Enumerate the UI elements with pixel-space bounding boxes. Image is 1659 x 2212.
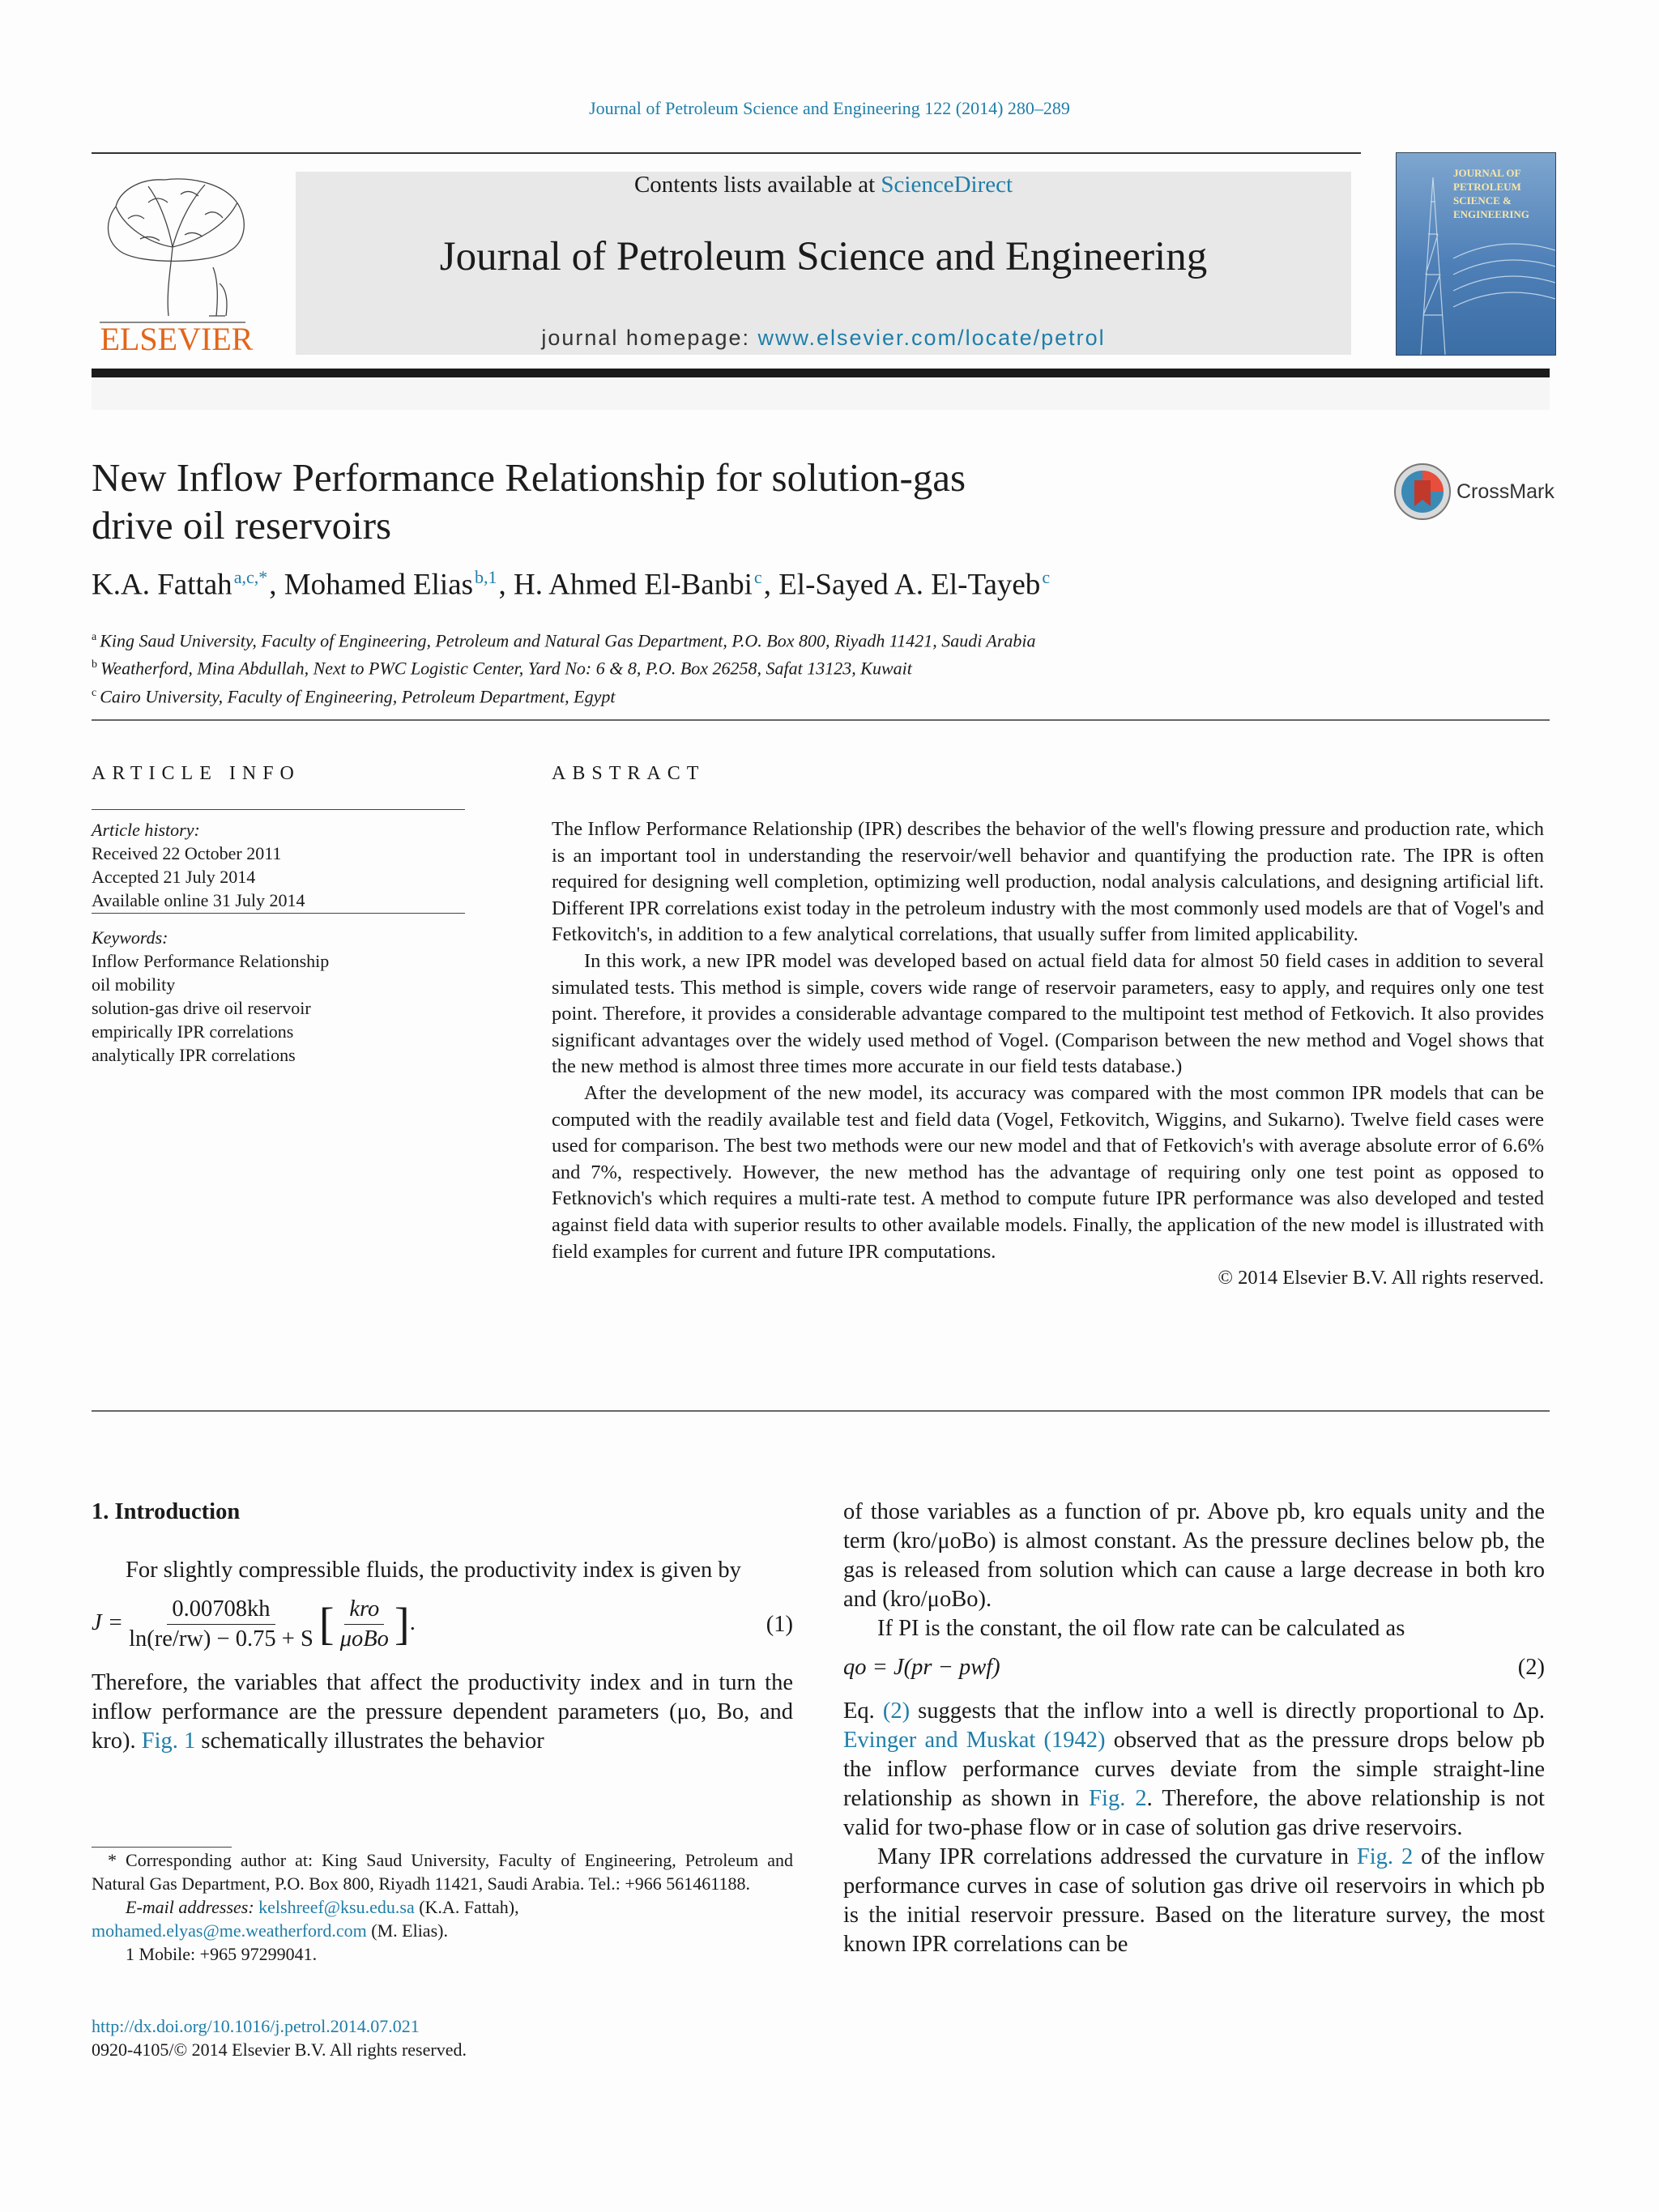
author-name: Mohamed Elias xyxy=(284,568,473,602)
equation-2: qo = J(pr − pwf) (2) xyxy=(843,1653,1545,1682)
abstract-body xyxy=(552,816,1544,1292)
body-paragraph: Eq. (2) suggests that the inflow into a well is directly proportional to Δp. Evinger and Muskat (1942) observed that as the pressure drops below pb the inflow performance curves deviate from the simple straight-line relationship as shown in Fig. 2. Therefore, the above relationship is not valid for two-phase flow or in case of solution gas drive reservoirs. xyxy=(843,1698,1545,1840)
equation-number: (2) xyxy=(1517,1655,1545,1680)
accepted-date: Accepted 21 July 2014 xyxy=(92,867,256,887)
footnote-rule xyxy=(92,1847,232,1848)
keyword-item: analytically IPR correlations xyxy=(92,1045,296,1065)
author-name: H. Ahmed El-Banbi xyxy=(513,568,753,602)
author-separator: , xyxy=(269,568,284,602)
elsevier-logo xyxy=(92,170,262,356)
equation-number: (1) xyxy=(766,1611,793,1637)
header-rule xyxy=(92,152,1361,154)
author-separator: , xyxy=(763,568,779,602)
crossmark-button[interactable] xyxy=(1392,461,1555,526)
cover-title: JOURNAL OF PETROLEUM SCIENCE & ENGINEERING xyxy=(1453,167,1529,220)
abstract-heading: ABSTRACT xyxy=(552,763,706,784)
doi-block xyxy=(92,2014,467,2061)
section-heading: 1. Introduction xyxy=(92,1499,241,1524)
equation-fraction: $\frac{0.00708kh}{\ln(re/rw) - 0.75 + S}$ xyxy=(129,1596,313,1652)
body-paragraph: of those variables as a function of pr. Above pb, kro equals unity and the term (kro/μoBo) is almost constant. As the pressure declines below pb, the gas is released from solution which can cause a large decrease in both kro and (kro/μoBo). xyxy=(843,1499,1545,1612)
crossmark-label: CrossMark xyxy=(1456,480,1555,503)
author-affiliation-mark[interactable]: a,c,* xyxy=(233,567,268,587)
email-link[interactable]: mohamed.elyas@me.weatherford.com xyxy=(92,1920,367,1941)
sciencedirect-link[interactable]: ScienceDirect xyxy=(881,172,1013,198)
info-rule xyxy=(92,913,465,914)
affiliation-list xyxy=(92,625,1036,709)
homepage-line: journal homepage: www.elsevier.com/locate/petrol xyxy=(541,326,1106,350)
corresponding-author-note: * Corresponding author at: King Saud University, Faculty of Engineering, Petroleum and Natural Gas Department, P.O. Box 800, Riyadh 11421, Saudi Arabia. Tel.: +966 561461188. xyxy=(92,1850,793,1894)
paper-title: New Inflow Performance Relationship for solution-gas drive oil reservoirs xyxy=(92,455,966,548)
journal-reference[interactable]: Journal of Petroleum Science and Engineering 122 (2014) 280–289 xyxy=(589,98,1070,118)
section-rule xyxy=(92,1410,1550,1412)
keyword-item: Inflow Performance Relationship xyxy=(92,951,330,971)
issn-line: 0920-4105/© 2014 Elsevier B.V. All rights reserved. xyxy=(92,2039,467,2060)
body-paragraph: If PI is the constant, the oil flow rate can be calculated as xyxy=(877,1616,1405,1641)
affiliation-line xyxy=(92,625,1036,653)
affiliation-mark: c xyxy=(92,686,97,699)
header-thick-rule xyxy=(92,369,1550,377)
copyright: © 2014 Elsevier B.V. All rights reserved. xyxy=(1218,1267,1544,1289)
equation-link[interactable]: (2) xyxy=(882,1698,911,1724)
header-band xyxy=(92,377,1550,410)
equation-fraction: $\frac{\text{kro}}{\text{μoBo}}$ xyxy=(339,1596,389,1652)
masthead xyxy=(296,172,1351,355)
abstract-paragraph: After the development of the new model, its accuracy was compared with the most common IPR models that can be computed with the readily available test and field data (Vogel, Fetkovitch, Wiggins, and Sukarno). Twelve field cases were used for comparison. The best two methods were our new model and that of Fetkovich's with average absolute error of 6.6% and 7%, respectively. However, the new method has the advantage of requiring only one test point as opposed to Fetknovich's which requires a multi-rate test. A method to compute future IPR performance was also developed and tested against field data with superior results to other available models. Finally, the application of the new model is illustrated with field examples for current and future IPR computations. xyxy=(552,1081,1544,1263)
crossmark-icon xyxy=(1392,461,1453,522)
keyword-item: solution-gas drive oil reservoir xyxy=(92,998,311,1018)
received-date: Received 22 October 2011 xyxy=(92,843,282,863)
affiliation-mark: b xyxy=(92,658,97,671)
contents-line: Contents lists available at ScienceDirect xyxy=(633,172,1013,198)
mobile-note: 1 Mobile: +965 97299041. xyxy=(126,1944,318,1964)
affiliation-line xyxy=(92,653,1036,680)
author-list xyxy=(92,567,1051,602)
info-rule xyxy=(92,809,465,810)
journal-cover[interactable] xyxy=(1396,152,1556,356)
footnotes xyxy=(92,1848,793,1966)
email-link[interactable]: kelshreef@ksu.edu.sa xyxy=(258,1897,415,1917)
email-note: E-mail addresses: kelshreef@ksu.edu.sa (K.A. Fattah), xyxy=(126,1897,519,1917)
elsevier-tree-icon xyxy=(92,170,262,356)
affiliation-mark: a xyxy=(92,631,97,643)
author-affiliation-mark[interactable]: b,1 xyxy=(474,567,497,587)
author-name: K.A. Fattah xyxy=(92,568,232,602)
figure-link[interactable]: Fig. 1 xyxy=(141,1728,196,1754)
section-rule xyxy=(92,719,1550,721)
body-column-right xyxy=(843,1498,1545,1959)
author-affiliation-mark[interactable]: c xyxy=(753,567,762,587)
body-paragraph: Therefore, the variables that affect the productivity index and in turn the inflow performance are the pressure dependent parameters (μo, Bo, and kro). Fig. 1 schematically illustrates the behavior xyxy=(92,1670,793,1754)
affiliation-line xyxy=(92,681,1036,709)
body-paragraph: Many IPR correlations addressed the curvature in Fig. 2 of the inflow performance curves in case of solution gas drive oil reservoirs in which pb is the initial reservoir pressure. Based on the literature survey, the most known IPR correlations can be xyxy=(843,1844,1546,1957)
homepage-link[interactable]: www.elsevier.com/locate/petrol xyxy=(757,326,1106,350)
equation-1: J = $\frac{0.00708kh}{\ln(re/rw) - 0.75 + S}$ [ $\frac{\text{kro}}{\text{μoBo}}$ ]. (1) xyxy=(92,1595,793,1654)
affiliation-text: Weatherford, Mina Abdullah, Next to PWC Logistic Center, Yard No: 6 & 8, P.O. Box 26258, Safat 13123, Kuwait xyxy=(100,658,912,679)
author-affiliation-mark[interactable]: c xyxy=(1042,567,1051,587)
keyword-item: oil mobility xyxy=(92,974,176,995)
email-note: mohamed.elyas@me.weatherford.com (M. Elias). xyxy=(92,1920,448,1941)
affiliation-text: Cairo University, Faculty of Engineering, Petroleum Department, Egypt xyxy=(100,685,616,706)
affiliation-text: King Saud University, Faculty of Engineering, Petroleum and Natural Gas Department, P.O. Box 800, Riyadh 11421, Saudi Arabia xyxy=(100,630,1036,651)
author-separator: , xyxy=(498,568,514,602)
body-column-left xyxy=(92,1498,793,1756)
article-history: Article history: Received 22 October 2011 Accepted 21 July 2014 Available online 31 July 2014 xyxy=(92,820,305,910)
figure-link[interactable]: Fig. 2 xyxy=(1356,1844,1414,1869)
keywords: Keywords: Inflow Performance Relationship oil mobility solution-gas drive oil reservoir empirically IPR correlations analytically IPR correlations xyxy=(92,927,330,1065)
figure-link[interactable]: Fig. 2 xyxy=(1089,1786,1147,1811)
body-paragraph: For slightly compressible fluids, the productivity index is given by xyxy=(126,1558,741,1583)
citation-link[interactable]: Evinger and Muskat (1942) xyxy=(843,1728,1106,1753)
abstract-paragraph: In this work, a new IPR model was developed based on actual field data for almost 50 field cases in addition to several simulated tests. This method is simple, covers wide range of reservoir parameters, easy to apply, and requires only one test point. Therefore, it provides a considerable advantage compared to the multipoint test method of Fetkovich. It also provides significant advantages over the widely used method of Vogel. (Comparison between the new method and Vogel shows that the new method is almost three times more accurate in our field tests database.) xyxy=(552,949,1544,1078)
online-date: Available online 31 July 2014 xyxy=(92,890,305,910)
abstract-paragraph: The Inflow Performance Relationship (IPR) describes the behavior of the well's flowing pressure and production rate, which is an important tool in understanding the reservoir/well behavior and quantifying the production rate. The IPR is often required for designing well completion, optimizing well production, nodal analysis calculations, and designing artificial lift. Different IPR correlations exist today in the petroleum industry with the most commonly used models are that of Vogel's and Fetkovitch's, in addition to a few analytical correlations, that usually suffer from limited applicability. xyxy=(552,818,1544,946)
article-info-heading: ARTICLE INFO xyxy=(92,763,301,784)
journal-title: Journal of Petroleum Science and Engineering xyxy=(439,234,1208,279)
author-name: El-Sayed A. El-Tayeb xyxy=(778,568,1041,602)
keyword-item: empirically IPR correlations xyxy=(92,1021,294,1042)
doi-link[interactable]: http://dx.doi.org/10.1016/j.petrol.2014.07.021 xyxy=(92,2016,420,2036)
elsevier-wordmark: ELSEVIER xyxy=(100,321,254,356)
